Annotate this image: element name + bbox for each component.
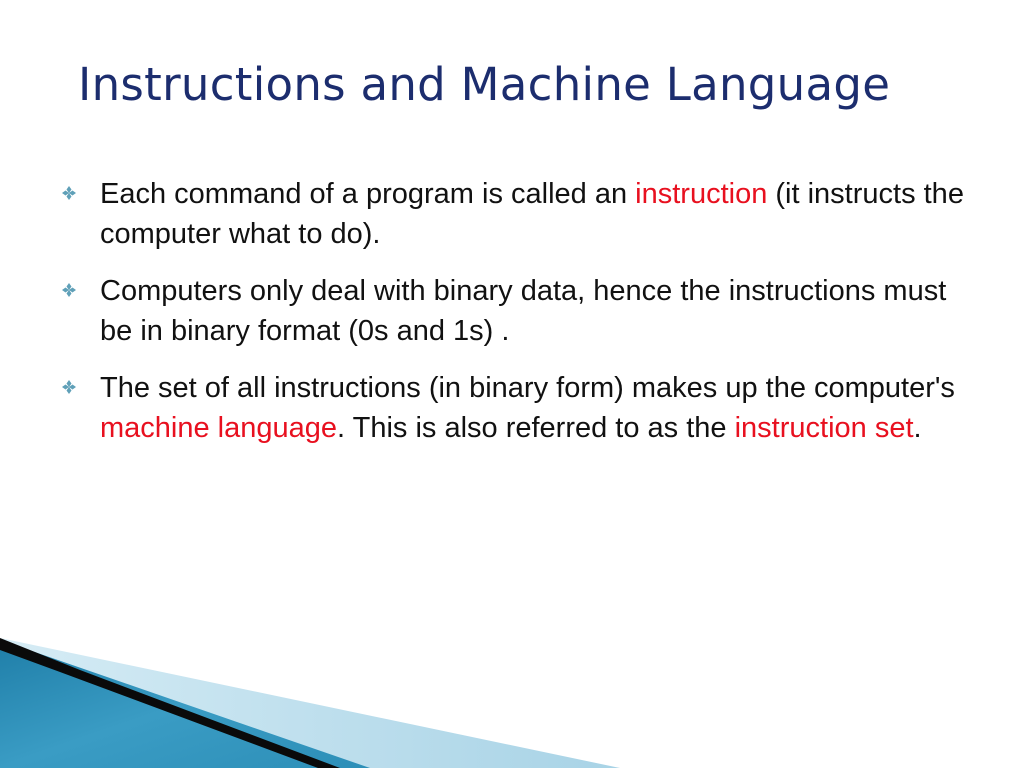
bullet-text-part: . This is also referred to as the <box>337 412 735 444</box>
four-diamond-bullet-icon <box>62 380 76 394</box>
bullet-item <box>62 368 972 448</box>
bullet-item <box>62 174 972 254</box>
bullet-text-part: Computers only deal with binary data, hence the instructions must be in binary format (0s and 1s) . <box>100 275 947 347</box>
bullet-text-part: Each command of a program is called an <box>100 178 636 210</box>
bullet-text-part: . <box>913 412 922 444</box>
four-diamond-bullet-icon <box>62 186 76 200</box>
bullet-text-part: The set of all instructions (in binary form) makes up the computer's <box>100 372 955 404</box>
bullet-text <box>100 372 955 444</box>
bullet-text <box>100 178 964 250</box>
bullet-text-part: (it instructs the computer what to do). <box>100 178 964 250</box>
bullet-list <box>62 174 972 465</box>
four-diamond-bullet-icon <box>62 283 76 297</box>
bullet-text <box>100 275 946 347</box>
bullet-item <box>62 271 972 351</box>
term-instruction-set: instruction set <box>734 412 914 444</box>
decorative-corner-swoosh <box>0 638 1024 768</box>
term-instruction: instruction <box>635 178 768 210</box>
term-machine-language: machine language <box>100 412 338 444</box>
slide-title: Instructions and Machine Language <box>78 58 891 111</box>
